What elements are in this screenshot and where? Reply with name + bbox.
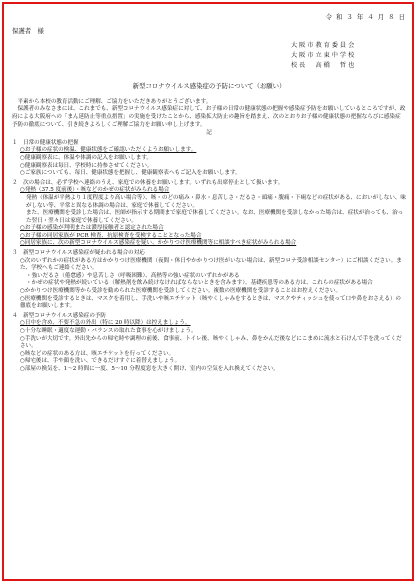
list-item: ○お子様の感染が判明または濃厚接触者と認定された場合	[20, 225, 164, 232]
recipient: 保護者 様	[12, 26, 44, 35]
list-item: ○咳などの症状のある方は、咳エチケットを行ってください。	[20, 350, 175, 357]
section	[12, 180, 406, 248]
list-item: ○健康観察表は毎日、学校時に持参させてください。	[20, 162, 153, 169]
issuer-line: 大 阪 市 立 東 中 学 校	[291, 52, 355, 60]
list-item: ○手洗いが大切です。外出先からの帰宅時や調理の前後、食事前、トイレ後、咳やくしゃみ、鼻をかんだ後などにこまめに流水と石けんで手を洗ってください。	[20, 335, 402, 350]
list-item: ・強いだるさ（倦怠感）や息苦しさ（呼吸困難）、高熱等の強い症状のいずれかがある	[26, 272, 240, 279]
list-item: ○次のいずれかの症状がある方はかかりつけ医療機関（夜間・休日やかかりつけ医がいない場合は、新型コロナ受診相談センター）にご相談ください。また、学校へもご連絡ください。	[20, 257, 402, 272]
ki-heading: 記	[206, 130, 212, 137]
section	[12, 250, 406, 311]
section-title: ３ 新型コロナウイルス感染症が疑われる場合の対応	[12, 250, 145, 257]
section-title: ４ 新型コロナウイルス感染症の予防	[12, 312, 106, 319]
issue-date: 令 和 ３ 年 ４ 月 ８ 日	[325, 13, 406, 21]
intro-paragraph: 保護者のみなさまには、これまでも、新型コロナウイルス感染症に対して、お子様の日常の健康状態の把握や感染症予防をお願いしているところですが、政府による大阪府への「まん延防止等重点措置」の実施を受けたことから、感染拡大防止の趣旨を踏まえ、次のとおりお子様の健康状態の把握ならびに感染症予防の徹底について、引き続きよろしくご理解ご協力をお願い申し上げます。	[12, 106, 406, 128]
list-item: ○お子様の症状の検温、健康状態をご確認いただくようお願いします。	[20, 147, 197, 154]
notice-document	[12, 12, 406, 578]
list-item: ○ご家族についても、毎日、健康状態を把握し、健康観察表へもご記入をお願いします。	[20, 170, 241, 177]
sections	[12, 140, 406, 374]
list-item: ○帰宅後は、手や顔を洗い、できるだけすぐに着替えましょう。	[20, 358, 181, 365]
list-item: ○日中を含め、不要不急の外出（特に 20 時以降）は控えましょう。	[20, 320, 191, 327]
issuer-line: 校 長 高 橋 哲 也	[291, 62, 355, 70]
issuer-block	[291, 41, 406, 71]
list-item: ・かぜの症状や発熱が続いている（解熱剤を飲み続けなければならないときを含みます）。基礎疾患等のある方は、これらの症状がある場合	[26, 280, 373, 287]
list-item: ○部屋の換気を、1〜2 時間に一度、5〜10 分程度窓を大きく開け、室内の空気を入れ換えてください。	[20, 365, 279, 372]
document-title: 新型コロナウイルス感染症の予防について（お願い）	[132, 82, 286, 91]
section-title: ２ 次の場合は、必ず学校へ連絡のうえ、家庭での休養をお願いします。いずれも出席停止として扱います。	[12, 179, 284, 186]
list-item: また、医療機関を受診した場合は、医師が指示する期間まで家庭で休養してください。なお、医療機関を受診しなかった場合は、症状が治っても、治った翌日・翌々日は家庭で休養してください。	[26, 210, 404, 224]
section-title: １ 日常の健康状態の把握	[12, 139, 79, 146]
list-item: ○医療機関を受診するときは、マスクを着用し、手洗いや咳エチケット（咳やくしゃみをするときは、マスクやティッシュを使って口や鼻をおさえる）の徹底をお願いします。	[20, 295, 401, 310]
issuer-line: 大 阪 市 教 育 委 員 会	[291, 42, 355, 50]
list-item: ○健康観察表に、体温や体調の記入をお願いします。	[20, 154, 152, 161]
intro-paragraph: 平素から本校の教育活動にご理解、ご協力をいただきありがとうございます。	[17, 98, 212, 105]
section	[12, 313, 406, 374]
list-item: 発熱（体温が平熱より１度程度より高い場合等）、咳・のどの痛み・鼻水・息苦しさ・だるさ・頭痛・腹痛・下痢などの症状がある、においがしない、味がしない等、平常と異なる体調の場合は、家庭で休養してください。	[26, 194, 406, 209]
list-item: ○かかりつけ医療機関等から受診を勧められた医療機関を受診してください。複数の医療機関を受診することはお控えください。	[20, 288, 342, 295]
list-item: ○十分な睡眠・適度な運動・バランスの取れた食事を心がけましょう。	[20, 328, 197, 334]
list-item: ○同居家族に、次の新型コロナウイルス感染症を疑い、かかりつけ医療機関等に相談すべき症状がみられる場合	[20, 240, 297, 247]
list-item: ○お子様の同居家族が PCR 検査、抗原検査を受検することとなった場合	[20, 232, 202, 239]
list-item: ○発熱（37.5 度前後）・咳などのかぜの症状がみられる場合	[20, 187, 170, 194]
section	[12, 140, 406, 178]
